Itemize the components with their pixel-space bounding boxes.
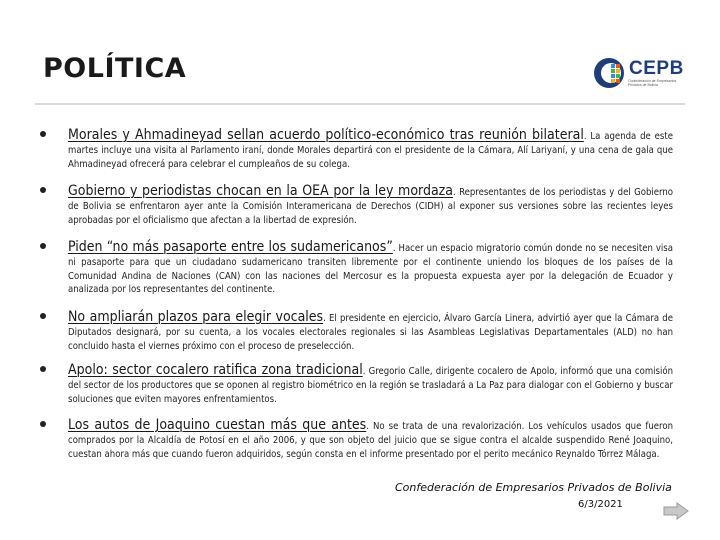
next-arrow-icon[interactable]: [663, 502, 689, 520]
bullet-icon: [40, 243, 46, 249]
news-headline-link[interactable]: Gobierno y periodistas chocan en la OEA por la ley mordaza: [68, 183, 453, 199]
news-headline-link[interactable]: Los autos de Joaquino cuestan más que antes: [68, 417, 367, 433]
title-divider: [35, 103, 685, 105]
news-body: . Representantes de los periodistas y del Gobierno de Bolivia se enfrentaron ayer ante la Comisión Interamericana de Derechos (CIDH) al exponer sus versiones sobre las recientes leyes aprobadas por el oficialismo que afectan a la libertad de expresión.: [68, 187, 674, 226]
news-headline-link[interactable]: Morales y Ahmadineyad sellan acuerdo político-económico tras reunión bilateral: [68, 127, 584, 143]
news-headline-link[interactable]: Piden “no más pasaporte entre los sudamericanos”: [68, 239, 393, 255]
bullet-icon: [40, 421, 46, 427]
bullet-icon: [40, 131, 46, 137]
news-body: . Gregorio Calle, dirigente cocalero de Apolo, informó que una comisión del sector de los productores que se oponen al registro biométrico en la región se trasladará a La Paz para dialogar con el Gobierno y buscar soluciones que eviten mayores enfrentamientos.: [68, 366, 673, 405]
bullet-icon: [40, 366, 46, 372]
page-title: POLÍTICA: [43, 53, 187, 84]
logo-name: CEPB: [629, 58, 684, 79]
news-headline-link[interactable]: Apolo: sector cocalero ratifica zona tradicional: [68, 362, 363, 378]
news-body: . Hacer un espacio migratorio común donde no se necesiten visa ni pasaporte para que un ciudadano sudamericano transiten libremente por el continente uniendo los bloques de los países de la Comunidad Andina de Naciones (CAN) con las naciones del Mercosur es la propuesta expuesta ayer por la delegación de Ecuador y analizada por los representantes del continente.: [68, 243, 673, 295]
news-body: . La agenda de este martes incluye una visita al Parlamento iraní, donde Morales departirá con el presidente de la Cámara, Alí Lariyaní, y una cena de gala que Ahmadineyad ofrecerá para celebrar el cumpleaños de su colega.: [68, 131, 673, 170]
bullet-icon: [40, 187, 46, 193]
footer-date: 6/3/2021: [578, 499, 623, 510]
news-headline-link[interactable]: No ampliarán plazos para elegir vocales: [68, 309, 324, 325]
news-body: . El presidente en ejercicio, Álvaro García Linera, advirtió ayer que la Cámara de Diputados designará, por su cuenta, a los vocales electorales regionales si las Asambleas Legislativas Departamentales (ALD) no han concluido hasta el viernes próximo con el proceso de preselección.: [68, 313, 673, 352]
bullet-icon: [40, 313, 46, 319]
footer-organization: Confederación de Empresarios Privados de Bolivia: [395, 481, 672, 494]
news-body: . No se trata de una revalorización. Los vehículos usados que fueron comprados por la Alcaldía de Potosí en el año 2006, y que son objeto del juicio que se sigue contra el alcalde suspendido René Joaquino, cuestan ahora más que cuando fueron adquiridos, según consta en el informe presentado por el perito mecánico Reynaldo Tórrez Málaga.: [68, 421, 673, 460]
logo-subtitle: Confederación de Empresarios Privados de Bolivia: [628, 79, 677, 87]
